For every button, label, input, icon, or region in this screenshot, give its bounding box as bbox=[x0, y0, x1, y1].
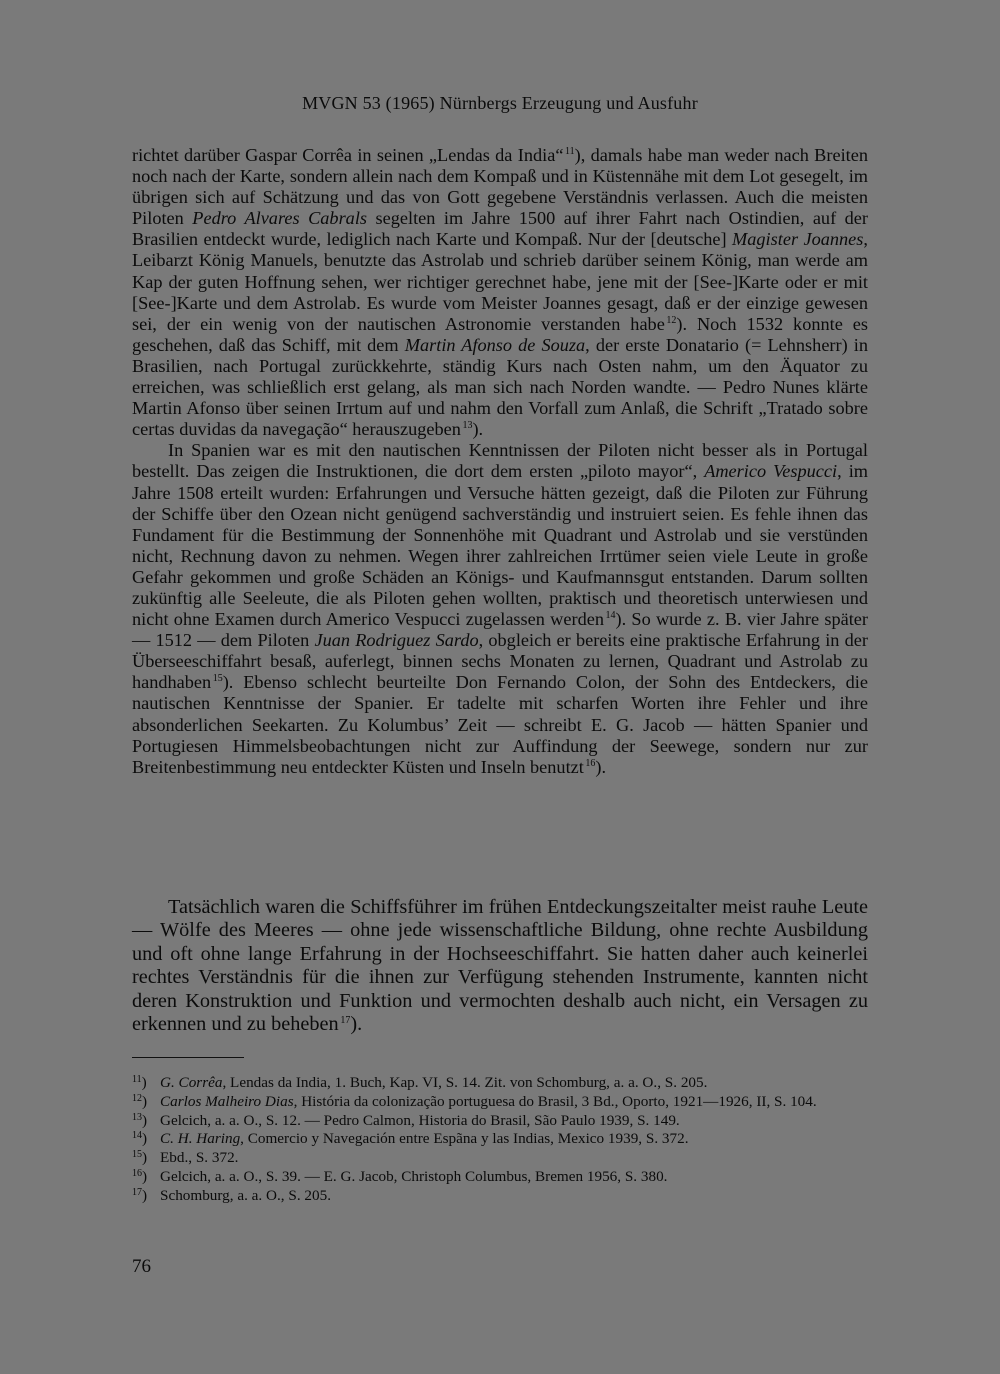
text-run: ). Noch 1532 konnte es geschehen, daß das Schiff, mit dem bbox=[132, 313, 869, 355]
footnote-17 bbox=[132, 1187, 868, 1206]
footnote-text: Carlos Malheiro Dias, História da colonização portuguesa do Brasil, 3 Bd., Oporto, 1921—1926, II, S. 104. bbox=[160, 1092, 817, 1110]
footnote-text: G. Corrêa, Lendas da India, 1. Buch, Kap. VI, S. 14. Zit. von Schomburg, a. a. O., S. 205. bbox=[160, 1074, 708, 1091]
text-run: , obgleich er bereits eine praktische Erfahrung in der Überseeschiffahrt besaß, auferlegt, binnen sechs Monaten zu lernen, Quadrant und Astrolab zu handhaben bbox=[132, 630, 869, 693]
text-run: ). bbox=[472, 419, 484, 440]
footnote-ref-17: 17 bbox=[340, 1015, 351, 1027]
footnotes bbox=[132, 1074, 868, 1206]
footnote-text: Gelcich, a. a. O., S. 39. — E. G. Jacob, Christoph Columbus, Bremen 1956, S. 380. bbox=[160, 1167, 668, 1185]
footnote-ref-11: 11 bbox=[564, 146, 575, 157]
person-name-joannes: Magister Joannes bbox=[732, 229, 864, 250]
text-run: , der erste Donatario (= Lehnsherr) in Brasilien, nach Portugal zurückkehrte, ständig Kurs nach Osten nahm, um den Äquator zu erreichen, was schließlich erst gelang, als man sich nach Norden wandte. — Pedro Nunes klärte Martin Afonso über seinen Irrtum auf und nahm den Vorfall zum Anlaß, die Schrift „Tratado sobre certas duvidas da navegação“ herauszugeben bbox=[132, 334, 868, 440]
footnote-11 bbox=[132, 1074, 868, 1093]
text-run: , im Jahre 1508 erteilt wurden: Erfahrungen und Versuche hätten gezeigt, daß die Piloten zur Führung der Schiffe über den Ozean nicht genügend sachverständig und instruiert seien. Es fehle ihnen das Fundament für die Bestimmung der Sonnenhöhe mit Quadrant und Astrolab und sie verstünden nicht, Rechnung davon zu nehmen. Wegen ihrer zahlreichen Irrtümer seien viele Leute in große Gefahr gekommen und große Schäden an Königs- und Kaufmannsgut entstanden. Darum sollten zukünftig alle Seeleute, die als Piloten gehen wollten, praktisch und theoretisch unterwiesen und nicht ohne Examen durch Americo Vespucci zugelassen werden bbox=[132, 461, 868, 630]
footnote-number: $^{15}$) bbox=[132, 1149, 148, 1167]
footnote-number: $^{16}$) bbox=[132, 1167, 148, 1185]
footnote-number: $^{17}$) bbox=[132, 1186, 148, 1204]
person-name-souza: Martin Afonso de Souza bbox=[404, 334, 586, 355]
text-run: segelten im Jahre 1500 auf ihrer Fahrt nach Ostindien, auf der Brasilien entdeckt wurde, lediglich nach Karte und Kompaß. Nur der [deutsche] bbox=[132, 208, 868, 250]
running-head: MVGN 53 (1965) Nürnbergs Erzeugung und Ausfuhr bbox=[302, 93, 698, 113]
page-number: 76 bbox=[132, 1256, 151, 1277]
text-run: In Spanien war es mit den nautischen Kenntnissen der Piloten nicht besser als in Portugal bestellt. Das zeigen die Instruktionen, die dort dem ersten „piloto mayor“, bbox=[132, 440, 868, 482]
text-run: Tatsächlich waren die Schiffsführer im frühen Entdeckungszeitalter meist rauhe Leute — Wölfe des Meeres — ohne jede wissenschaftliche Bildung, ohne rechte Ausbildung und oft ohne lange Erfahrung in der Hochseeschiffahrt. Sie hatten daher auch keinerlei rechtes Verständnis für die ihnen zur Verfügung stehenden Instrumente, kannten nicht deren Konstruktion und Funktion und vermochten deshalb auch nicht, ein Versagen zu erkennen und zu beheben bbox=[132, 896, 868, 1036]
footnote-divider bbox=[132, 1057, 244, 1058]
footnote-15 bbox=[132, 1149, 868, 1168]
footnote-ref-14: 14 bbox=[605, 610, 616, 622]
footnote-number: $^{13}$) bbox=[132, 1111, 148, 1129]
text-run: ). bbox=[350, 1013, 363, 1036]
footnote-12 bbox=[132, 1093, 868, 1112]
footnote-text: Schomburg, a. a. O., S. 205. bbox=[160, 1186, 331, 1204]
text-run: , Leibarzt König Manuels, benutzte das Astrolab und schrieb darüber seinem König, man werde am Kap der guten Hoffnung sehen, wer richtiger gerechnet habe, jene mit der [See-]Karte oder er mit [See-]Karte und dem Astrolab. Es wurde vom Meister Joannes gesagt, daß er der einzige gewesen sei, der ein wenig von der nautischen Astronomie verstanden habe bbox=[132, 229, 868, 334]
text-run: ). Ebenso schlecht beurteilte Don Fernando Colon, der Sohn des Entdeckers, die nautischen Kenntnisse der Spanier. Er tadelte mit scharfen Worten ihre Fehler und ihre absonderlichen Seekarten. Zu Kolumbus’ Zeit — schreibt E. G. Jacob — hätten Spanier und Portugiesen Himmelsbeobachtungen nicht zur Auffindung der Seewege, sondern nur zur Breitenbestimmung neu entdeckter Küsten und Inseln benutzt bbox=[132, 672, 868, 777]
footnote-ref-16: 16 bbox=[585, 757, 596, 769]
footnote-number: $^{14}$) bbox=[132, 1130, 148, 1148]
paragraph-3 bbox=[132, 896, 868, 1036]
footnote-text: C. H. Haring, Comercio y Navegación entre Espãna y las Indias, Mexico 1939, S. 372. bbox=[160, 1130, 689, 1148]
emphasized-paragraph-block bbox=[132, 896, 868, 1036]
footnote-13 bbox=[132, 1112, 868, 1131]
footnote-ref-13: 13 bbox=[462, 420, 473, 432]
body-text bbox=[132, 145, 868, 778]
person-name-vespucci: Americo Vespucci bbox=[704, 461, 838, 482]
footnote-14 bbox=[132, 1130, 868, 1149]
footnote-number: $^{12}$) bbox=[132, 1092, 148, 1110]
text-run: ). bbox=[595, 756, 607, 777]
footnote-ref-12: 12 bbox=[666, 314, 677, 326]
paragraph-2 bbox=[132, 440, 868, 778]
person-name-cabral: Pedro Alvares Cabrals bbox=[192, 208, 368, 229]
text-run: richtet darüber Gaspar Corrêa in seinen „Lendas da India“ bbox=[132, 145, 564, 165]
person-name-sardo: Juan Rodriguez Sardo bbox=[314, 630, 479, 651]
paragraph-1 bbox=[132, 145, 868, 440]
footnote-text: Gelcich, a. a. O., S. 12. — Pedro Calmon, Historia do Brasil, São Paulo 1939, S. 149. bbox=[160, 1111, 680, 1129]
footnote-number: $^{11}$) bbox=[132, 1074, 147, 1091]
text-run: ). So wurde z. B. vier Jahre später — 1512 — dem Piloten bbox=[132, 609, 868, 651]
text-run: ), damals habe man weder nach Breiten noch nach der Karte, sondern allein nach dem Kompaß und in Küstennähe mit dem Lot gesegelt, im übrigen sich auf Schätzung und das von Gott gegebene Verständnis verlassen. Auch die meisten Piloten bbox=[132, 145, 868, 229]
footnote-ref-15: 15 bbox=[212, 673, 223, 685]
footnote-text: Ebd., S. 372. bbox=[160, 1149, 239, 1167]
footnote-16 bbox=[132, 1168, 868, 1187]
